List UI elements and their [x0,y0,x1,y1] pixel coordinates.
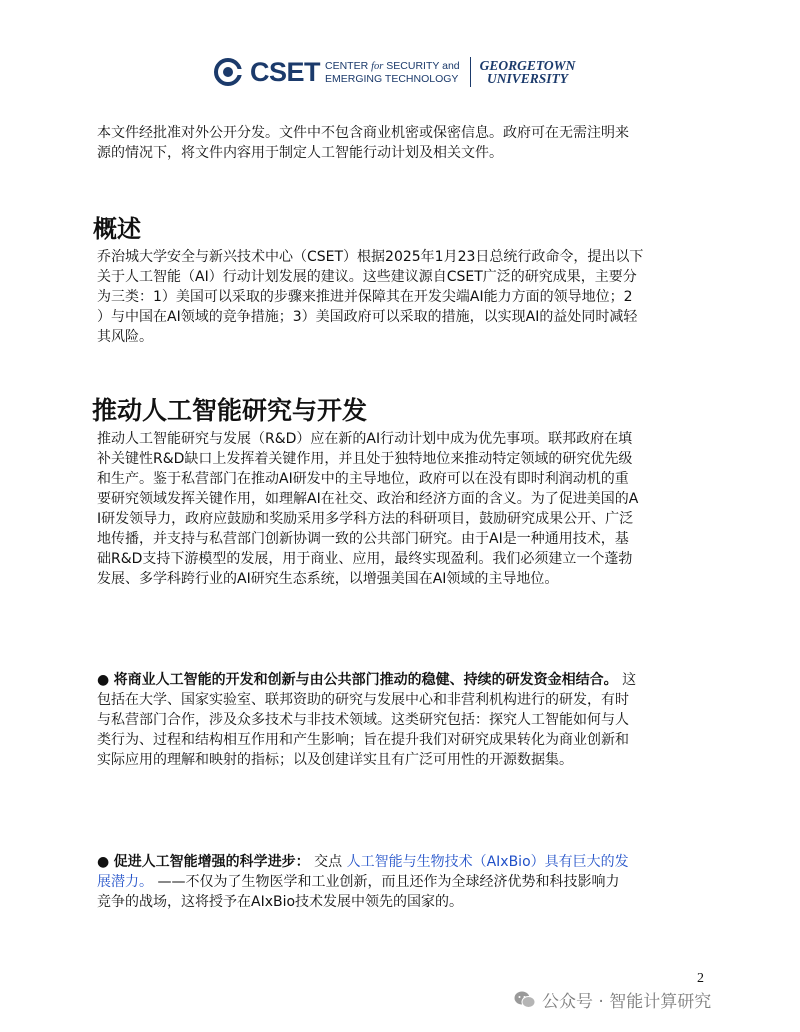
cset-globe-icon [213,57,247,87]
bullet-marker: ● [97,672,110,688]
bullet-item-rd-funding: ● 将商业人工智能的开发和创新与由公共部门推动的稳健、持续的研发资金相结合。 这 包括在大学、国家实验室、联邦资助的研究与发展中心和非营利机构进行的研发，有时 与私营部门合作，涉及众多技术与非技术领域。这类研究包括：探究人工智能如何与人 类行为、过程和结构相互作用和产生影响；旨在提升我们对研究成果转化为商业创新和 实际应用的理解和映射的指标；以及创建详实且有广泛可用性的开源数据集。 [97,672,637,768]
aixbio-link[interactable]: 人工智能与生物技术（AIxBio）具有巨大的发 [346,854,629,870]
section-paragraph: 推动人工智能研究与发展（R&D）应在新的AI行动计划中成为优先事项。联邦政府在填 补关键性R&D缺口上发挥着关键作用，并且处于独特地位来推动特定领域的研究优先级 和生产。鉴于私营部门在推动AI研发中的主导地位，政府可以在没有即时利润动机的重 要研究领域发挥关键作用，如理解AI在社交、政治和经济方面的含义。为了促进美国的A I研发领导力，政府应鼓励和奖励采用多学科方法的科研项目，鼓励研究成果公开、广泛 地传播，并支持与私营部门创新协调一致的公共部门研究。由于AI是一种通用技术，基 础R&D支持下游模型的发展，用于商业、应用，最终实现盈利。我们必须建立一个蓬勃 发展、多学科跨行业的AI研究生态系统，以增强美国在AI领域的主导地位。 [97,431,639,587]
page-number: 2 [697,971,704,986]
distribution-notice: 本文件经批准对外公开分发。文件中不包含商业机密或保密信息。政府可在无需注明来 源的情况下，将文件内容用于制定人工智能行动计划及相关文件。 [97,125,629,161]
section-heading: 推动人工智能研究与开发 [92,396,368,425]
bullet-item-science-progress: ● 促进人工智能增强的科学进步： 交点 人工智能与生物技术（AIxBio）具有巨大的发 展潜力。 ——不仅为了生物医学和工业创新，而且还作为全球经济优势和科技影响力 竞争的战场，这将授予在AIxBio技术发展中领先的国家的。 [97,854,629,910]
cset-wordmark: CSET [250,56,321,87]
logo-divider [470,57,471,87]
aixbio-link-continued[interactable]: 展潜力。 [97,874,153,890]
bullet-marker: ● [97,854,110,870]
cset-georgetown-logo [213,54,575,90]
overview-paragraph: 乔治城大学安全与新兴技术中心（CSET）根据2025年1月23日总统行政命令，提出以下 关于人工智能（AI）行动计划发展的建议。这些建议源自CSET广泛的研究成果，主要分 为三类：1）美国可以采取的步骤来推进并保障其在开发尖端AI能力方面的领导地位；2 ）与中国在AI领域的竞争措施；3）美国政府可以采取的措施，以实现AI的益处同时减轻 其风险。 [97,249,644,345]
bullet-title: 促进人工智能增强的科学进步： [113,854,310,870]
overview-heading: 概述 [93,215,141,243]
wechat-icon [514,990,536,1010]
bullet-title: 将商业人工智能的开发和创新与由公共部门推动的稳健、持续的研发资金相结合。 [113,672,618,688]
wechat-watermark: 公众号 · 智能计算研究 [514,987,711,1012]
cset-full-name: CENTER for SECURITY and EMERGING TECHNOLOGY [325,59,460,85]
georgetown-university-logo: GEORGETOWN UNIVERSITY [479,58,576,86]
